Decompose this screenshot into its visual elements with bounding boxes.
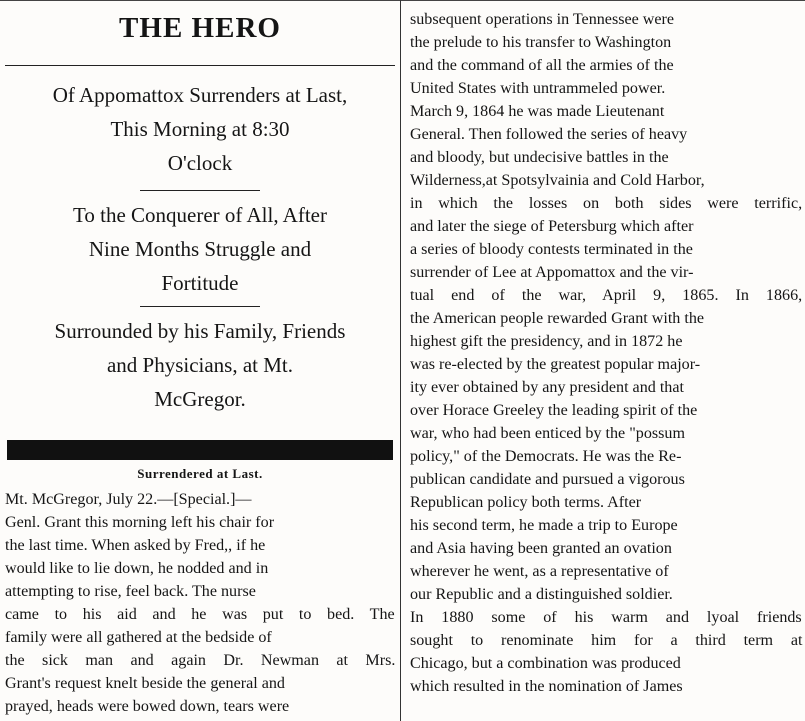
body-line: Grant's request knelt beside the general and	[5, 675, 285, 692]
body-line: family were all gathered at the bedside of	[5, 629, 272, 646]
body-line: and bloody, but undecisive battles in the	[410, 149, 669, 166]
body-line: wherever he went, as a representative of	[410, 563, 669, 580]
body-line: publican candidate and pursued a vigorous	[410, 471, 685, 488]
deck-line: and Physicians, at Mt.	[106, 353, 294, 377]
body-line: Chicago, but a combination was produced	[410, 655, 681, 672]
body-line: war, who had been enticed by the "possum	[410, 425, 685, 442]
deck-line: Fortitude	[161, 271, 239, 295]
deck-line: O'clock	[167, 151, 233, 175]
body-line: surrender of Lee at Appomattox and the vir-	[410, 264, 694, 281]
body-line: the American people rewarded Grant with the	[410, 310, 705, 327]
deck-line: McGregor.	[154, 387, 246, 411]
body-line: March 9, 1864 he was made Lieutenant	[410, 103, 665, 120]
body-line: in which the losses on both sides were terrific,	[410, 195, 803, 212]
body-line: United States with untrammeled power.	[410, 80, 666, 97]
body-line: his second term, he made a trip to Europe	[410, 517, 678, 534]
body-line: which resulted in the nomination of James	[410, 678, 683, 695]
column-divider	[400, 0, 401, 721]
body-line: and the command of all the armies of the	[410, 57, 674, 74]
body-line: and later the siege of Petersburg which after	[410, 218, 694, 235]
deck-line: Of Appomattox Surrenders at Last,	[52, 83, 348, 107]
section-divider-bar	[7, 440, 393, 460]
deck-line: This Morning at 8:30	[110, 117, 290, 141]
deck-1	[0, 78, 400, 180]
body-line: over Horace Greeley the leading spirit of the	[410, 402, 698, 419]
body-line: our Republic and a distinguished soldier.	[410, 586, 673, 603]
body-line: policy," of the Democrats. He was the Re-	[410, 448, 682, 465]
body-line: highest gift the presidency, and in 1872 he	[410, 333, 683, 350]
body-line: the prelude to his transfer to Washington	[410, 34, 672, 51]
headline: THE HERO	[119, 12, 281, 44]
body-line: came to his aid and he was put to bed. The	[5, 606, 395, 623]
body-line: Mt. McGregor, July 22.—[Special.]—	[5, 491, 252, 508]
body-line: attempting to rise, feel back. The nurse	[5, 583, 256, 600]
body-line: General. Then followed the series of heavy	[410, 126, 688, 143]
body-line: the last time. When asked by Fred,, if he	[5, 537, 266, 554]
body-line: Republican policy both terms. After	[410, 494, 642, 511]
body-line: tual end of the war, April 9, 1865. In 1866,	[410, 287, 803, 304]
deck-rule	[140, 190, 260, 191]
deck-2	[0, 198, 400, 300]
body-line: a series of bloody contests terminated in the	[410, 241, 693, 258]
headline-rule	[5, 65, 395, 66]
body-line: sought to renominate him for a third term at	[410, 632, 803, 649]
body-line: prayed, heads were bowed down, tears were	[5, 698, 290, 715]
subheading: Surrendered at Last.	[137, 466, 263, 481]
body-line: subsequent operations in Tennessee were	[410, 11, 675, 28]
body-line: the sick man and again Dr. Newman at Mrs.	[5, 652, 396, 669]
body-line: was re-elected by the greatest popular major-	[410, 356, 701, 373]
body-line: and Asia having been granted an ovation	[410, 540, 672, 557]
body-line: would like to lie down, he nodded and in	[5, 560, 269, 577]
body-line: In 1880 some of his warm and lyoal friends	[410, 609, 802, 626]
deck-3	[0, 314, 400, 416]
deck-line: Nine Months Struggle and	[88, 237, 312, 261]
deck-rule	[140, 306, 260, 307]
deck-line: To the Conquerer of All, After	[73, 203, 327, 227]
body-line: Wilderness,at Spotsylvainia and Cold Harbor,	[410, 172, 705, 189]
deck-line: Surrounded by his Family, Friends	[54, 319, 346, 343]
body-line: Genl. Grant this morning left his chair for	[5, 514, 275, 531]
body-line: ity ever obtained by any president and that	[410, 379, 684, 396]
top-border	[0, 0, 805, 1]
